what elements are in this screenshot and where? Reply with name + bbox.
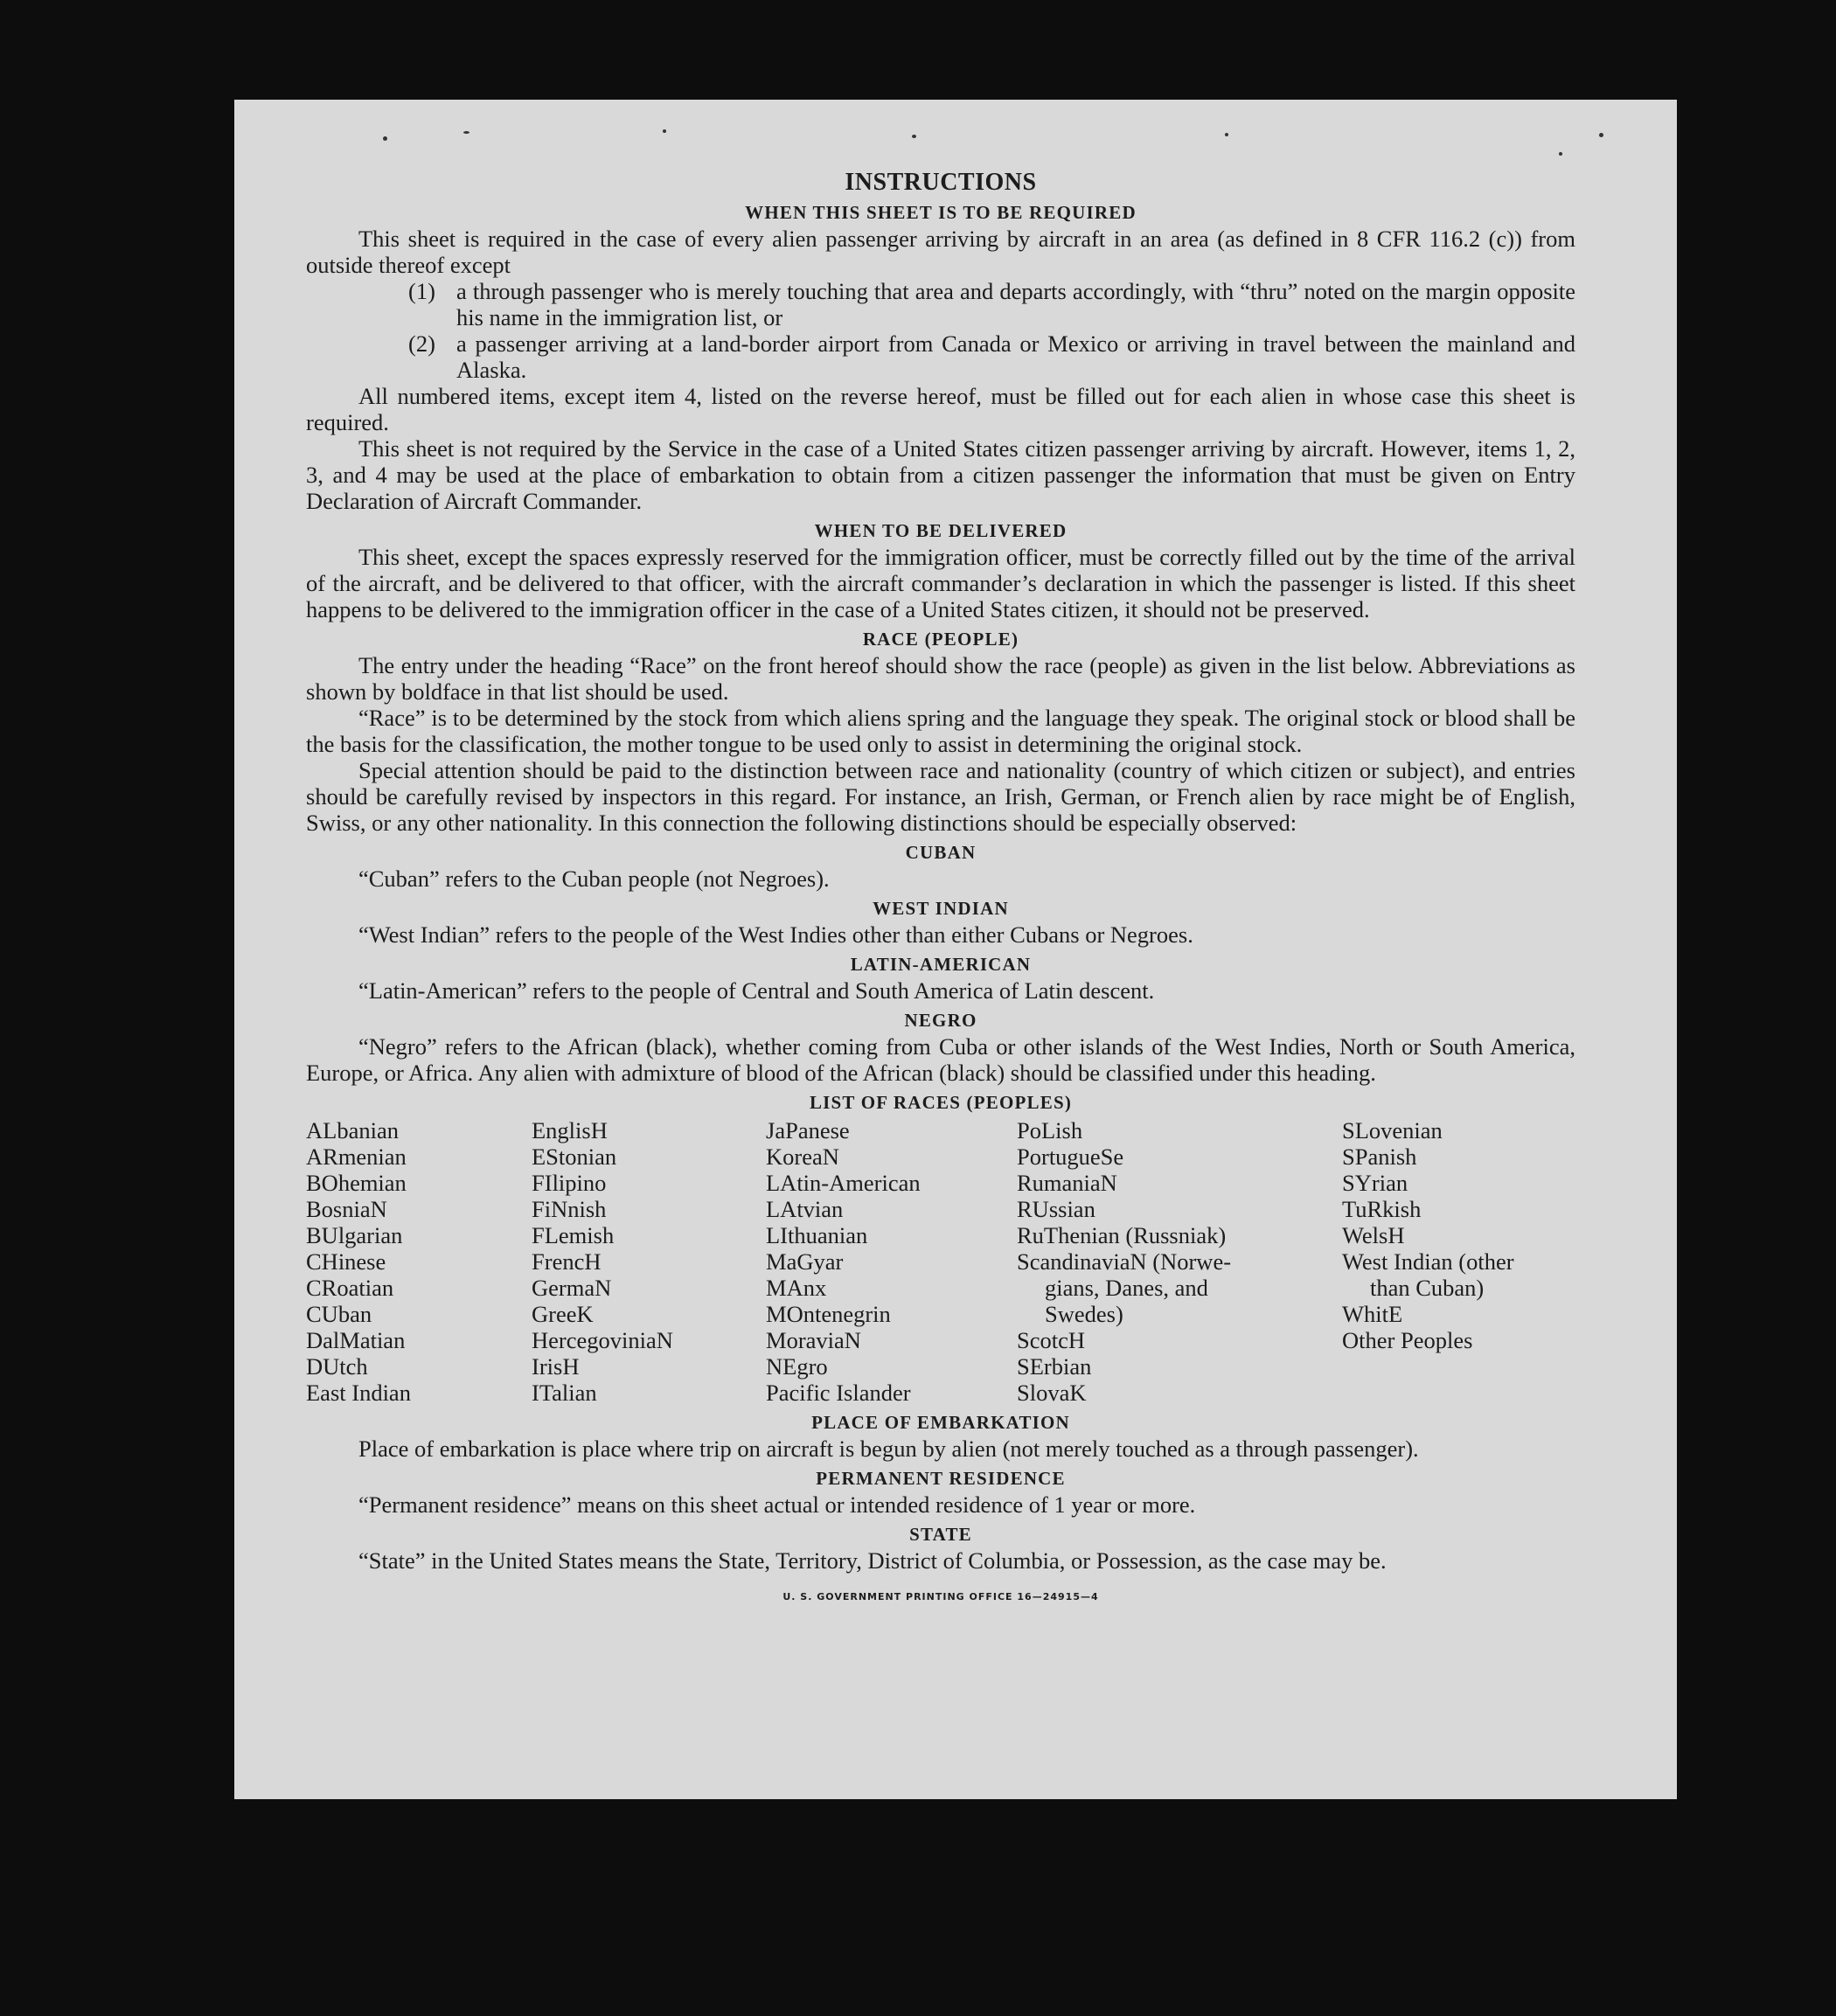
heading-embarkation: PLACE OF EMBARKATION xyxy=(811,1412,1070,1433)
printer-imprint: U. S. GOVERNMENT PRINTING OFFICE 16—24915—4 xyxy=(782,1591,1099,1602)
race-entry: RumaniaN xyxy=(1017,1170,1117,1196)
cuban-definition: “Cuban” refers to the Cuban people (not Negroes). xyxy=(358,865,830,892)
race-entry: CUban xyxy=(306,1301,372,1327)
race-entry: PortugueSe xyxy=(1017,1144,1124,1170)
race-entry: SYrian xyxy=(1342,1170,1408,1196)
race-entry: WelsH xyxy=(1342,1222,1405,1248)
race-entry: JaPanese xyxy=(766,1117,850,1144)
race-entry: MoraviaN xyxy=(766,1327,861,1353)
heading-when-delivered: WHEN TO BE DELIVERED xyxy=(814,520,1068,541)
race-paragraph-1: The entry under the heading “Race” on the front hereof should show the race (people) as given in the list below. Abbreviations as shown by boldface in that list should be used. xyxy=(306,652,1575,705)
heading-latin-american: LATIN-AMERICAN xyxy=(850,954,1032,975)
race-entry: GermaN xyxy=(532,1275,612,1301)
race-entry: MAnx xyxy=(766,1275,827,1301)
races-column xyxy=(532,1117,766,1406)
residence-definition: “Permanent residence” means on this sheet actual or intended residence of 1 year or more. xyxy=(358,1491,1196,1518)
race-entry: KoreaN xyxy=(766,1144,839,1170)
state-definition: “State” in the United States means the State, Territory, District of Columbia, or Possession, as the case may be. xyxy=(358,1547,1387,1574)
when-required-intro: This sheet is required in the case of every alien passenger arriving by aircraft in an area (as defined in 8 CFR 116.2 (c)) from outside thereof except xyxy=(306,226,1575,278)
document-sheet xyxy=(234,100,1677,1799)
race-entry: GreeK xyxy=(532,1301,594,1327)
race-entry: RuThenian (Russniak) xyxy=(1017,1222,1227,1248)
document-content xyxy=(306,170,1575,1610)
race-entry-continued: than Cuban) xyxy=(1370,1275,1485,1301)
race-entry: LIthuanian xyxy=(766,1222,868,1248)
races-column xyxy=(1342,1117,1575,1406)
race-entry: FiNnish xyxy=(532,1196,607,1222)
race-entry: IrisH xyxy=(532,1353,580,1380)
race-entry-continued: gians, Danes, and xyxy=(1045,1275,1208,1301)
race-entry: NEgro xyxy=(766,1353,828,1380)
race-entry: FLemish xyxy=(532,1222,615,1248)
race-entry: BOhemian xyxy=(306,1170,407,1196)
document-title: INSTRUCTIONS xyxy=(845,169,1037,196)
embarkation-definition: Place of embarkation is place where trip on aircraft is begun by alien (not merely touched as a through passenger). xyxy=(358,1436,1419,1462)
heading-state: STATE xyxy=(909,1524,972,1545)
race-paragraph-3: Special attention should be paid to the distinction between race and nationality (country of which citizen or subject), and entries should be carefully revised by inspectors in this regard. For instance, an Irish, German, or French alien by race might be of English, Swiss, or any other nationality. In this connection the following distinctions should be especially observed: xyxy=(306,757,1575,836)
exception-item xyxy=(306,330,1575,383)
race-entry: MOntenegrin xyxy=(766,1301,891,1327)
race-entry: ARmenian xyxy=(306,1144,407,1170)
scan-speck xyxy=(383,136,387,141)
race-entry: East Indian xyxy=(306,1380,411,1406)
race-entry-continued: Swedes) xyxy=(1045,1301,1123,1327)
scan-speck xyxy=(663,129,666,133)
race-entry: ScandinaviaN (Norwe- xyxy=(1017,1248,1232,1275)
exception-item xyxy=(306,278,1575,330)
race-entry: CHinese xyxy=(306,1248,386,1275)
scan-speck xyxy=(463,131,469,134)
race-entry: Other Peoples xyxy=(1342,1327,1473,1353)
race-entry: ScotcH xyxy=(1017,1327,1086,1353)
scan-speck xyxy=(912,135,916,138)
race-entry: WhitE xyxy=(1342,1301,1403,1327)
race-entry: FrencH xyxy=(532,1248,602,1275)
negro-definition: “Negro” refers to the African (black), whether coming from Cuba or other islands of the West Indies, North or South America, Europe, or Africa. Any alien with admixture of blood of the African (black) should be classified under this heading. xyxy=(306,1033,1575,1086)
heading-race: RACE (PEOPLE) xyxy=(862,629,1019,650)
race-entry: SErbian xyxy=(1017,1353,1092,1380)
race-entry: CRoatian xyxy=(306,1275,394,1301)
race-paragraph-2: “Race” is to be determined by the stock from which aliens spring and the language they speak. The original stock or blood shall be the basis for the classification, the mother tongue to be used only to assist in determining the original stock. xyxy=(306,705,1575,757)
race-entry: DalMatian xyxy=(306,1327,406,1353)
race-entry: EnglisH xyxy=(532,1117,608,1144)
heading-negro: NEGRO xyxy=(904,1010,977,1031)
heading-list-of-races: LIST OF RACES (PEOPLES) xyxy=(809,1092,1073,1113)
race-entry: MaGyar xyxy=(766,1248,844,1275)
exception-number: (1) xyxy=(408,278,435,304)
race-entry: SPanish xyxy=(1342,1144,1417,1170)
race-entry: LAtvian xyxy=(766,1196,844,1222)
race-entry: BUlgarian xyxy=(306,1222,403,1248)
scan-speck xyxy=(1225,133,1228,136)
race-entry: BosniaN xyxy=(306,1196,387,1222)
scan-speck xyxy=(1559,152,1562,156)
race-entry: SLovenian xyxy=(1342,1117,1443,1144)
scan-speck xyxy=(1599,133,1603,137)
race-entry: West Indian (other xyxy=(1342,1248,1514,1275)
when-delivered-paragraph: This sheet, except the spaces expressly reserved for the immigration officer, must be correctly filled out by the time of the arrival of the aircraft, and be delivered to that officer, with the aircraft commander’s declaration in which the passenger is listed. If this sheet happens to be delivered to the immigration officer in the case of a United States citizen, it should not be preserved. xyxy=(306,544,1575,622)
race-entry: DUtch xyxy=(306,1353,368,1380)
race-entry: ALbanian xyxy=(306,1117,399,1144)
race-entry: EStonian xyxy=(532,1144,617,1170)
heading-west-indian: WEST INDIAN xyxy=(873,898,1009,919)
races-column xyxy=(766,1117,1017,1406)
exception-text: a passenger arriving at a land-border airport from Canada or Mexico or arriving in travel between the mainland and Alaska. xyxy=(456,330,1575,383)
heading-permanent-residence: PERMANENT RESIDENCE xyxy=(816,1468,1066,1489)
numbered-items-paragraph: All numbered items, except item 4, listed on the reverse hereof, must be filled out for each alien in whose case this sheet is required. xyxy=(306,383,1575,435)
race-entry: TuRkish xyxy=(1342,1196,1422,1222)
exception-number: (2) xyxy=(408,330,435,357)
race-entry: HercegoviniaN xyxy=(532,1327,673,1353)
races-list xyxy=(306,1117,1575,1406)
citizen-paragraph: This sheet is not required by the Service in the case of a United States citizen passenger arriving by aircraft. However, items 1, 2, 3, and 4 may be used at the place of embarkation to obtain from a citizen passenger the information that must be given on Entry Declaration of Aircraft Commander. xyxy=(306,435,1575,514)
race-entry: ITalian xyxy=(532,1380,597,1406)
races-column xyxy=(1017,1117,1342,1406)
race-entry: PoLish xyxy=(1017,1117,1083,1144)
exception-text: a through passenger who is merely touching that area and departs accordingly, with “thru” noted on the margin opposite his name in the immigration list, or xyxy=(456,278,1575,330)
race-entry: SlovaK xyxy=(1017,1380,1087,1406)
race-entry: LAtin-American xyxy=(766,1170,921,1196)
latin-american-definition: “Latin-American” refers to the people of Central and South America of Latin descent. xyxy=(358,977,1155,1004)
west-indian-definition: “West Indian” refers to the people of the West Indies other than either Cubans or Negroes. xyxy=(358,921,1193,948)
race-entry: RUssian xyxy=(1017,1196,1095,1222)
races-column xyxy=(306,1117,532,1406)
race-entry: FIlipino xyxy=(532,1170,607,1196)
heading-cuban: CUBAN xyxy=(905,842,977,863)
race-entry: Pacific Islander xyxy=(766,1380,911,1406)
heading-when-required: WHEN THIS SHEET IS TO BE REQUIRED xyxy=(745,202,1137,223)
